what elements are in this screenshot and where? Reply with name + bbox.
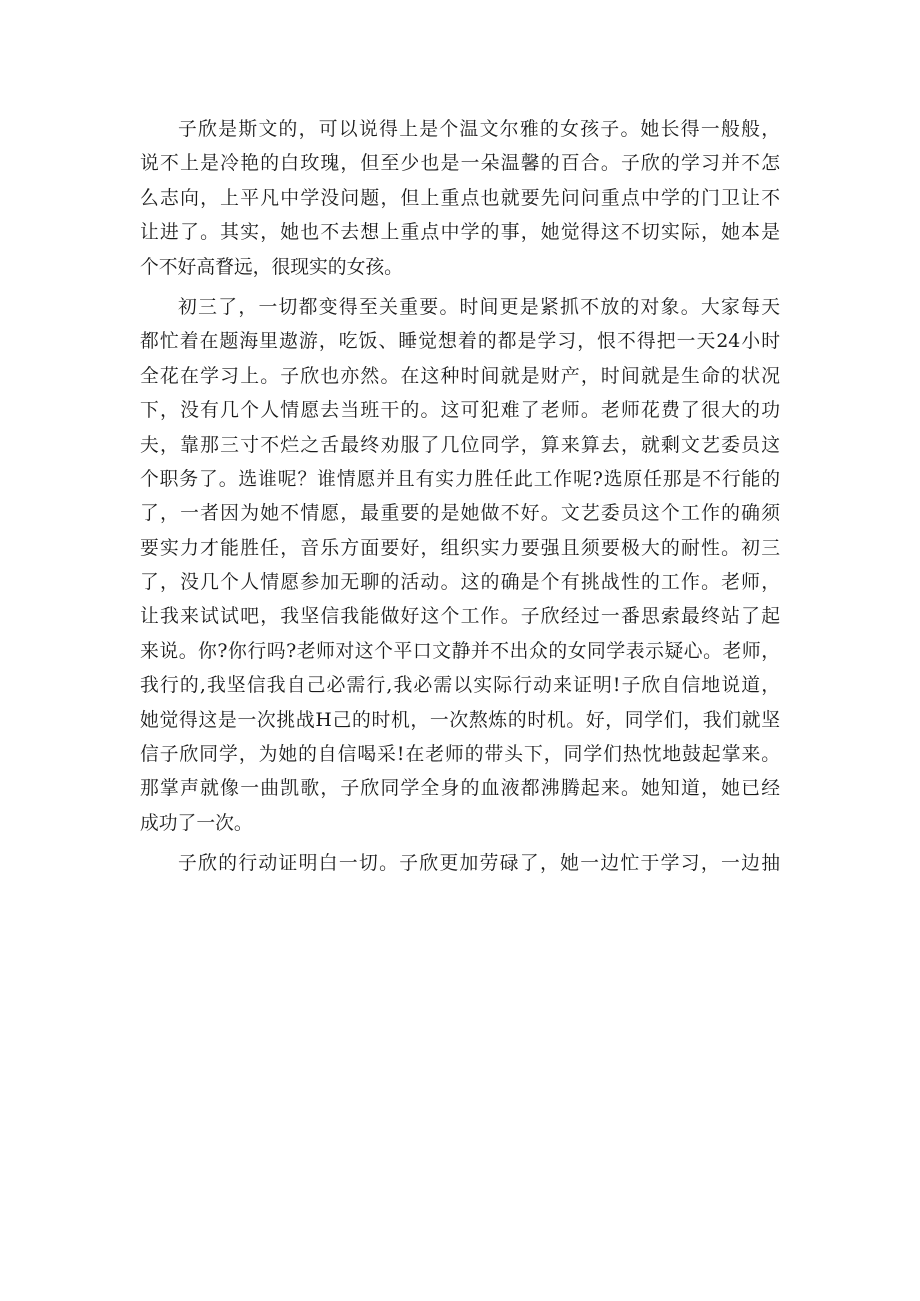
text-line: 让我来试试吧，我坚信我能做好这个工作。子欣经过一番思索最终站了起 [140, 606, 780, 628]
text-line: 夫，靠那三寸不烂之舌最终劝服了几位同学，算来算去，就剩文艺委员这 [140, 434, 780, 456]
text-line: 子欣是斯文的，可以说得上是个温文尔雅的女孩子。她长得一般般， [178, 119, 780, 140]
text-line: 个不好高瞀远，很现实的女孩。 [140, 256, 403, 278]
text-line: 都忙着在题海里遨游，吃饭、睡觉想着的都是学习，恨不得把一天24小时 [140, 331, 780, 353]
text-line: 初三了，一切都变得至关重要。时间更是紧抓不放的对象。大家每天 [178, 296, 780, 318]
text-line: 么志向，上平凡中学没问题，但上重点也就要先问问重点中学的门卫让不 [140, 187, 780, 209]
text-line: 我行的,我坚信我自己必需行,我必需以实际行动来证明!子欣自信地说道， [140, 675, 780, 697]
paragraph-3 [140, 847, 780, 881]
text-line: 全花在学习上。子欣也亦然。在这种时间就是财产，时间就是生命的状况 [140, 365, 780, 387]
text-line: 要实力才能胜任，音乐方面要好，组织实力要强且须要极大的耐性。初三 [140, 537, 780, 559]
text-line: 了，没几个人情愿参加无聊的活动。这的确是个有挑战性的工作。老师， [140, 572, 780, 594]
paragraph-2 [140, 291, 780, 841]
text-line: 成功了一次。 [140, 812, 253, 834]
text-line: 那掌声就像一曲凯歌，子欣同学全身的血液都沸腾起来。她知道，她已经 [140, 778, 780, 800]
text-line: 让进了。其实，她也不去想上重点中学的事，她觉得这不切实际，她本是 [140, 222, 780, 244]
text-line: 子欣的行动证明白一切。子欣更加劳碌了，她一边忙于学习，一边抽 [178, 853, 780, 875]
document-body [140, 113, 780, 888]
text-line: 说不上是冷艳的白玫瑰，但至少也是一朵温馨的百合。子欣的学习并不怎 [140, 153, 780, 175]
paragraph-1 [140, 113, 780, 285]
text-line: 信子欣同学，为她的自信喝采!在老师的带头下，同学们热忱地鼓起掌来。 [140, 744, 780, 766]
text-line: 她觉得这是一次挑战H己的时机，一次熬炼的时机。好，同学们，我们就坚 [140, 709, 780, 731]
text-line: 来说。你?你行吗?老师对这个平口文静并不出众的女同学表示疑心。老师， [140, 640, 780, 662]
text-line: 下，没有几个人情愿去当班干的。这可犯难了老师。老师花费了很大的功 [140, 400, 780, 422]
text-line: 个职务了。选谁呢？谁情愿并且有实力胜任此工作呢?选原任那是不行能的 [140, 468, 780, 490]
text-line: 了，一者因为她不情愿，最重要的是她做不好。文艺委员这个工作的确须 [140, 503, 780, 525]
